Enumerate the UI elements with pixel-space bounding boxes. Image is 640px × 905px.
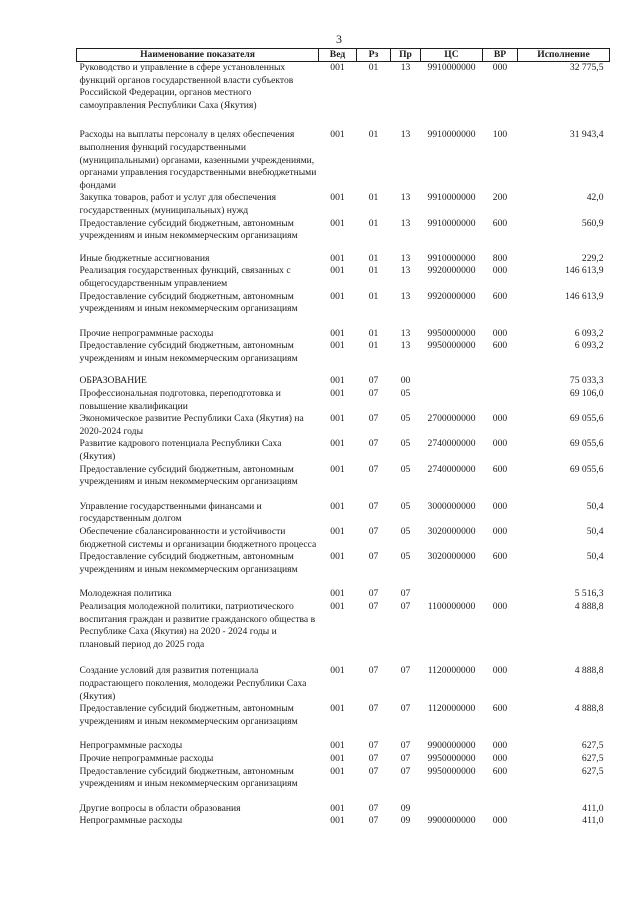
row-vr: 000 <box>492 752 508 764</box>
row-cs <box>421 576 483 601</box>
row-cs: 2740000000 <box>427 463 476 475</box>
row-value: 229,2 <box>581 252 604 264</box>
row-pr: 05 <box>400 463 411 475</box>
row-value: 69 055,6 <box>569 438 604 450</box>
row-cs: 9910000000 <box>427 62 476 73</box>
row-name: Предоставление субсидий бюджетным, автономным учреждениям и иным некоммерческим организациям <box>79 340 298 364</box>
row-pr: 07 <box>400 588 411 600</box>
row-cs <box>421 365 483 388</box>
row-name: Предоставление субсидий бюджетным, автономным учреждениям и иным некоммерческим организациям <box>79 551 298 575</box>
table-row <box>77 192 610 217</box>
row-ved: 001 <box>330 703 345 715</box>
row-value: 6 093,2 <box>574 327 604 339</box>
row-name: Закупка товаров, работ и услуг для обеспечения государственных (муниципальных) нужд <box>79 192 277 216</box>
row-value: 4 888,8 <box>574 665 604 677</box>
row-vr: 600 <box>492 463 508 475</box>
row-pr: 13 <box>400 252 411 264</box>
row-name: Прочие непрограммные расходы <box>79 752 214 764</box>
row-value: 69 106,0 <box>569 388 604 400</box>
row-pr: 13 <box>400 265 411 277</box>
row-ved: 001 <box>330 192 345 204</box>
row-pr: 13 <box>400 192 411 204</box>
row-value: 627,5 <box>581 740 604 752</box>
row-name: Управление государственными финансами и государственным долгом <box>79 500 262 525</box>
row-vr: 600 <box>492 290 508 302</box>
row-value: 32 775,5 <box>569 62 604 73</box>
row-rz: 07 <box>368 375 379 387</box>
row-ved: 001 <box>330 765 345 777</box>
row-rz: 01 <box>368 327 379 339</box>
row-value: 411,0 <box>582 815 604 827</box>
row-ved: 001 <box>330 463 345 475</box>
row-vr: 000 <box>492 265 508 277</box>
row-cs: 1120000000 <box>427 703 476 715</box>
row-rz: 07 <box>368 551 379 563</box>
table-row <box>77 551 610 576</box>
row-pr: 07 <box>400 703 411 715</box>
row-cs: 9900000000 <box>427 815 476 827</box>
row-cs: 9950000000 <box>427 340 476 352</box>
table-row <box>77 464 610 489</box>
row-rz: 07 <box>368 802 379 814</box>
row-ved: 001 <box>330 129 345 141</box>
row-rz: 07 <box>368 703 379 715</box>
table-row <box>77 112 610 192</box>
row-ved: 001 <box>330 388 345 400</box>
row-rz: 07 <box>368 740 379 752</box>
row-rz: 01 <box>368 265 379 277</box>
table-row <box>77 576 610 601</box>
row-ved: 001 <box>330 62 345 73</box>
table-row <box>77 316 610 341</box>
row-value: 560,9 <box>581 217 604 229</box>
row-ved: 001 <box>330 375 345 387</box>
budget-table <box>76 48 610 828</box>
table-row <box>77 728 610 753</box>
row-pr: 13 <box>400 129 411 141</box>
row-cs: 9910000000 <box>427 192 476 204</box>
row-pr: 13 <box>400 290 411 302</box>
table-row <box>77 340 610 365</box>
row-vr: 600 <box>492 703 508 715</box>
row-name: Руководство и управление в сфере установленных функций органов государственной власти субъектов Российской Федерации, органов местного самоуправления Республики Саха (Якутия) <box>79 62 294 111</box>
row-vr: 000 <box>492 740 508 752</box>
row-name: Создание условий для развития потенциала подрастающего поколения, молодежи Республики Саха (Якутия) <box>79 665 307 702</box>
row-cs: 1120000000 <box>427 665 476 677</box>
row-pr: 07 <box>400 740 411 752</box>
row-pr: 07 <box>400 665 411 677</box>
row-cs: 9950000000 <box>427 327 476 339</box>
row-vr: 000 <box>492 600 508 612</box>
row-cs: 9920000000 <box>427 290 476 302</box>
row-name: Непрограммные расходы <box>79 740 183 752</box>
row-rz: 07 <box>368 413 379 425</box>
table-row <box>77 815 610 828</box>
row-ved: 001 <box>330 740 345 752</box>
row-cs: 2740000000 <box>427 438 476 450</box>
table-row <box>77 218 610 243</box>
header-rz: Рз <box>357 49 391 62</box>
row-ved: 001 <box>330 413 345 425</box>
row-rz: 01 <box>368 129 379 141</box>
row-ved: 001 <box>330 551 345 563</box>
row-value: 6 093,2 <box>574 340 604 352</box>
table-row <box>77 413 610 438</box>
row-ved: 001 <box>330 600 345 612</box>
row-rz: 01 <box>368 252 379 264</box>
row-pr: 05 <box>400 500 411 512</box>
row-name: Прочие непрограммные расходы <box>79 327 214 339</box>
row-cs: 1100000000 <box>427 600 476 612</box>
row-cs: 3020000000 <box>427 551 476 563</box>
table-row <box>77 753 610 766</box>
row-pr: 05 <box>400 413 411 425</box>
table-header-row <box>77 49 610 62</box>
row-cs: 9900000000 <box>427 740 476 752</box>
row-pr: 09 <box>400 815 411 827</box>
row-cs: 3020000000 <box>427 526 476 537</box>
row-pr: 13 <box>400 217 411 229</box>
row-name: Профессиональная подготовка, переподготовка и повышение квалификации <box>79 388 281 412</box>
table-row <box>77 766 610 791</box>
table-row <box>77 651 610 703</box>
row-pr: 05 <box>400 551 411 563</box>
row-vr: 800 <box>492 252 508 264</box>
row-vr <box>483 576 518 601</box>
row-vr <box>483 791 518 816</box>
row-vr: 100 <box>492 129 508 141</box>
table-row <box>77 388 610 413</box>
table-row <box>77 526 610 551</box>
row-vr <box>483 388 518 413</box>
row-ved: 001 <box>330 815 345 827</box>
row-rz: 01 <box>368 217 379 229</box>
row-value: 69 055,6 <box>569 463 604 475</box>
row-value: 69 055,6 <box>569 413 604 425</box>
row-cs: 9950000000 <box>427 765 476 777</box>
row-pr: 13 <box>400 340 411 352</box>
table-row <box>77 703 610 728</box>
row-vr: 000 <box>492 665 508 677</box>
row-ved: 001 <box>330 588 345 600</box>
row-name: Реализация государственных функций, связанных с общегосударственным управлением <box>79 265 291 289</box>
row-vr: 600 <box>492 340 508 352</box>
row-name: Обеспечение сбалансированности и устойчивости бюджетной системы и организации бюджетного процесса <box>79 526 317 550</box>
row-rz: 07 <box>368 388 379 400</box>
table-row <box>77 601 610 651</box>
row-cs: 9910000000 <box>427 217 476 229</box>
row-rz: 01 <box>368 62 379 73</box>
row-rz: 07 <box>368 500 379 512</box>
row-value: 50,4 <box>586 526 604 537</box>
row-vr: 000 <box>492 815 508 827</box>
table-row <box>77 291 610 316</box>
row-vr: 000 <box>492 327 508 339</box>
row-rz: 01 <box>368 290 379 302</box>
row-vr: 600 <box>492 551 508 563</box>
row-value: 4 888,8 <box>574 600 604 612</box>
row-pr: 05 <box>400 388 411 400</box>
header-vr: ВР <box>483 49 518 62</box>
table-row <box>77 365 610 388</box>
row-rz: 07 <box>368 752 379 764</box>
row-name: Предоставление субсидий бюджетным, автономным учреждениям и иным некоммерческим организациям <box>79 765 298 790</box>
row-ved: 001 <box>330 217 345 229</box>
row-name: Другие вопросы в области образования <box>79 802 241 814</box>
row-pr: 00 <box>400 375 411 387</box>
header-cs: ЦС <box>421 49 483 62</box>
header-name: Наименование показателя <box>77 49 319 62</box>
row-name: Непрограммные расходы <box>79 815 183 827</box>
row-vr: 200 <box>492 192 508 204</box>
table-row <box>77 791 610 816</box>
row-cs: 2700000000 <box>427 413 476 425</box>
row-name: Молодежная политика <box>79 588 172 600</box>
row-value: 42,0 <box>586 192 604 204</box>
header-value: Исполнение <box>518 49 610 62</box>
row-cs: 9950000000 <box>427 752 476 764</box>
row-pr: 05 <box>400 438 411 450</box>
row-ved: 001 <box>330 752 345 764</box>
row-pr: 09 <box>400 802 411 814</box>
row-value: 4 888,8 <box>574 703 604 715</box>
table-row <box>77 62 610 113</box>
row-ved: 001 <box>330 327 345 339</box>
row-rz: 07 <box>368 463 379 475</box>
row-cs: 9910000000 <box>427 252 476 264</box>
row-rz: 07 <box>368 600 379 612</box>
row-rz: 07 <box>368 665 379 677</box>
row-value: 31 943,4 <box>569 129 604 141</box>
row-ved: 001 <box>330 265 345 277</box>
row-pr: 07 <box>400 600 411 612</box>
row-name: Предоставление субсидий бюджетным, автономным учреждениям и иным некоммерческим организациям <box>79 217 298 242</box>
row-ved: 001 <box>330 290 345 302</box>
header-ved: Вед <box>319 49 357 62</box>
row-ved: 001 <box>330 665 345 677</box>
row-cs: 9910000000 <box>427 129 476 141</box>
row-cs: 9920000000 <box>427 265 476 277</box>
row-vr: 000 <box>492 413 508 425</box>
row-rz: 01 <box>368 192 379 204</box>
row-ved: 001 <box>330 438 345 450</box>
row-rz: 01 <box>368 340 379 352</box>
row-vr: 600 <box>492 217 508 229</box>
row-ved: 001 <box>330 802 345 814</box>
row-value: 146 613,9 <box>565 265 604 277</box>
table-row <box>77 438 610 463</box>
row-value: 627,5 <box>581 765 604 777</box>
row-vr: 000 <box>492 526 508 537</box>
row-ved: 001 <box>330 526 345 537</box>
table-row <box>77 265 610 290</box>
row-pr: 07 <box>400 765 411 777</box>
table-row <box>77 243 610 266</box>
row-vr: 000 <box>492 62 508 73</box>
row-vr <box>483 365 518 388</box>
row-name: Предоставление субсидий бюджетным, автономным учреждениям и иным некоммерческим организациям <box>79 703 298 727</box>
row-vr: 000 <box>492 438 508 450</box>
row-name: Предоставление субсидий бюджетным, автономным учреждениям и иным некоммерческим организациям <box>79 463 298 488</box>
row-name: Экономическое развитие Республики Саха (Якутия) на 2020-2024 годы <box>79 413 304 437</box>
row-cs <box>421 388 483 413</box>
row-value: 50,4 <box>586 551 604 563</box>
row-value: 411,0 <box>582 802 604 814</box>
row-name: Развитие кадрового потенциала Республики Саха (Якутия) <box>79 438 282 463</box>
row-pr: 13 <box>400 327 411 339</box>
page-number: 3 <box>336 32 342 46</box>
row-rz: 07 <box>368 765 379 777</box>
row-cs: 3000000000 <box>427 500 476 512</box>
row-value: 146 613,9 <box>565 290 604 302</box>
row-pr: 05 <box>400 526 411 537</box>
row-rz: 07 <box>368 526 379 537</box>
row-vr: 000 <box>492 500 508 512</box>
row-value: 5 516,3 <box>574 588 604 600</box>
row-name: Реализация молодежной политики, патриотического воспитания граждан и развитие гражданского общества в Республике Саха (Якутия) на 2020 - 2024 годы и плановый период до 2025 года <box>79 600 316 650</box>
row-value: 50,4 <box>586 500 604 512</box>
row-rz: 07 <box>368 815 379 827</box>
row-vr: 600 <box>492 765 508 777</box>
row-pr: 13 <box>400 62 411 73</box>
header-pr: Пр <box>391 49 421 62</box>
row-rz: 07 <box>368 438 379 450</box>
row-ved: 001 <box>330 340 345 352</box>
row-cs <box>421 791 483 816</box>
row-value: 627,5 <box>581 752 604 764</box>
table-body <box>77 62 610 828</box>
row-ved: 001 <box>330 252 345 264</box>
row-value: 75 033,3 <box>569 375 604 387</box>
row-name: ОБРАЗОВАНИЕ <box>79 375 147 387</box>
row-rz: 07 <box>368 588 379 600</box>
row-ved: 001 <box>330 500 345 512</box>
row-name: Предоставление субсидий бюджетным, автономным учреждениям и иным некоммерческим организациям <box>79 290 298 315</box>
row-name: Расходы на выплаты персоналу в целях обеспечения выполнения функций государственными (муниципальными) органами, казенными учреждениями, органами управления государственными внебюджетными фондами <box>79 129 317 191</box>
table-row <box>77 489 610 526</box>
row-name: Иные бюджетные ассигнования <box>79 252 210 264</box>
row-pr: 07 <box>400 752 411 764</box>
